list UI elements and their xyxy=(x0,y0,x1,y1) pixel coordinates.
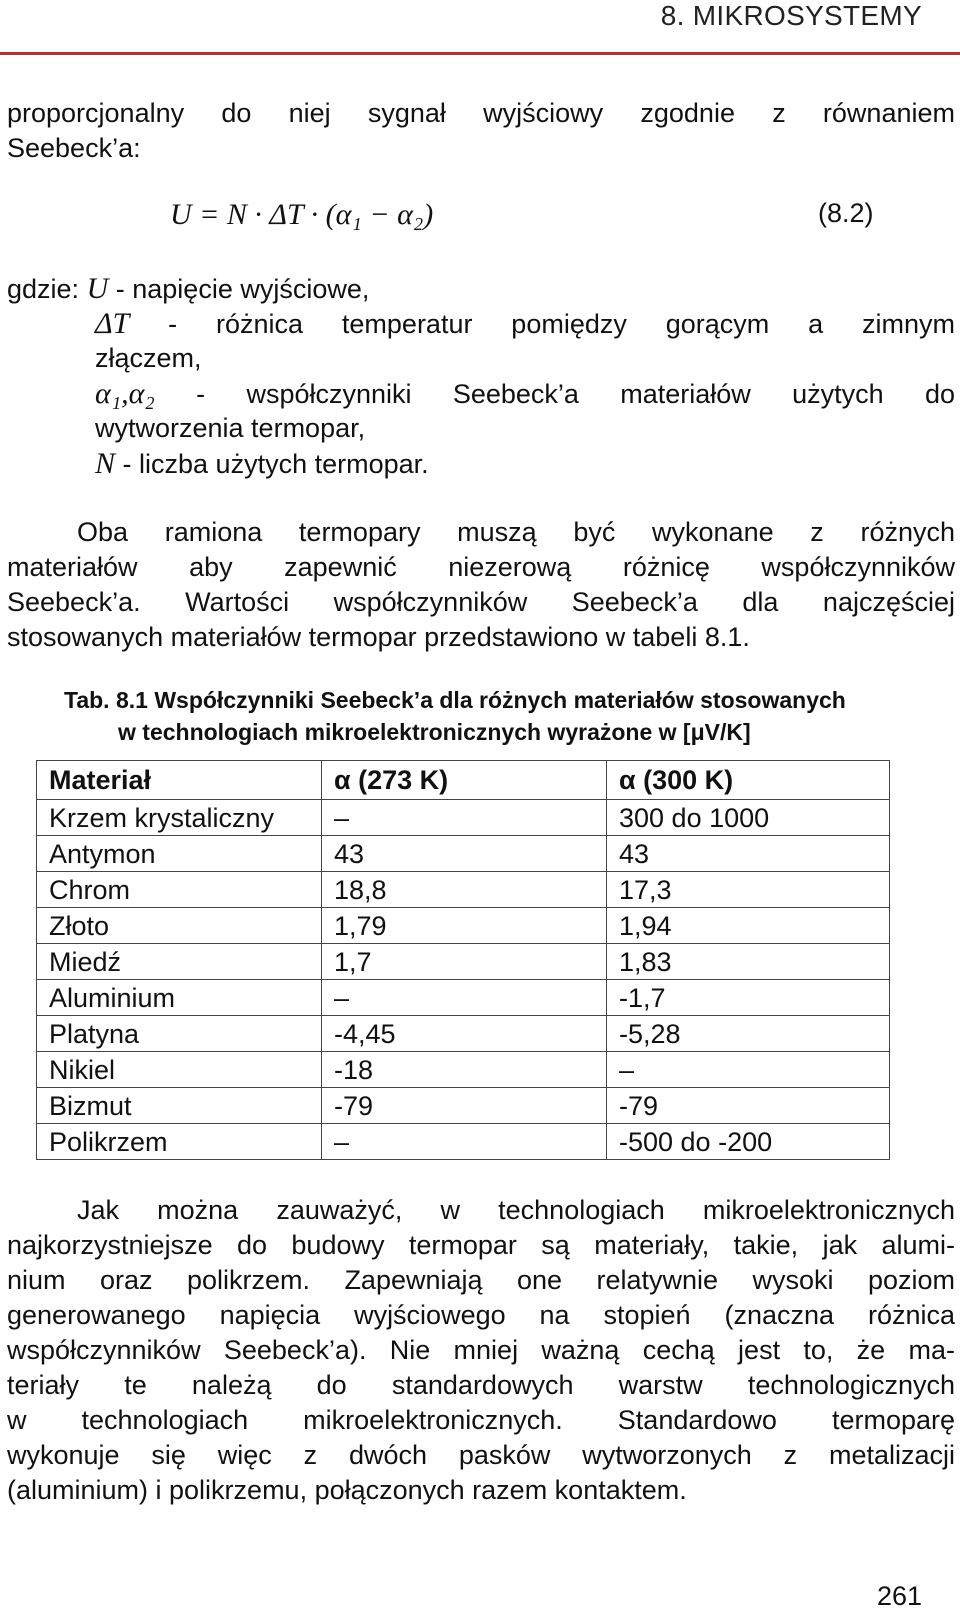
symbol-item-dt xyxy=(95,306,955,342)
table-cell: – xyxy=(607,1052,890,1088)
table-header-row xyxy=(37,761,890,800)
paragraph-line: materiałów aby zapewnić niezerową różnicę współczynników xyxy=(7,552,955,582)
table-cell: Chrom xyxy=(37,872,322,908)
table-cell: -4,45 xyxy=(322,1016,607,1052)
symbol-alpha: α₁,α₂ xyxy=(95,377,155,410)
paragraph-line: nium oraz polikrzem. Zapewniają one relatywnie wysoki poziom xyxy=(7,1265,955,1295)
paragraph-line: (aluminium) i polikrzemu, połączonych razem kontaktem. xyxy=(7,1475,687,1505)
table-cell: -500 do -200 xyxy=(607,1124,890,1160)
table-cell: -1,7 xyxy=(607,980,890,1016)
table-cell: Aluminium xyxy=(37,980,322,1016)
table-row xyxy=(37,980,890,1016)
paragraph-line: stosowanych materiałów termopar przedstawiono w tabeli 8.1. xyxy=(7,622,750,652)
table-row xyxy=(37,836,890,872)
symbol-item-alpha xyxy=(95,376,955,412)
table-cell: 43 xyxy=(607,836,890,872)
table-cell: 300 do 1000 xyxy=(607,800,890,836)
table-cell: 18,8 xyxy=(322,872,607,908)
table-cell: Nikiel xyxy=(37,1052,322,1088)
column-header: α (273 K) xyxy=(322,761,607,800)
table-cell: 1,79 xyxy=(322,908,607,944)
paragraph-line: wykonuje się więc z dwóch pasków wytworzonych z metalizacji xyxy=(7,1440,955,1470)
symbol-item-n xyxy=(95,446,429,482)
table-cell: – xyxy=(322,800,607,836)
table-row xyxy=(37,1088,890,1124)
paragraph-line: Oba ramiona termopary muszą być wykonane z różnych xyxy=(77,517,955,547)
table-cell: -18 xyxy=(322,1052,607,1088)
symbol-u: U xyxy=(86,272,109,305)
symbol-desc-cont: wytworzenia termopar, xyxy=(95,413,366,443)
table-cell: 43 xyxy=(322,836,607,872)
paragraph-line: współczynników Seebeck’a). Nie mniej ważną cechą jest to, że ma- xyxy=(7,1335,955,1365)
symbol-desc: - napięcie wyjściowe, xyxy=(115,274,370,304)
table-cell: Miedź xyxy=(37,944,322,980)
chapter-header: 8. MIKROSYSTEMY xyxy=(660,0,922,31)
table-cell: -5,28 xyxy=(607,1016,890,1052)
symbol-desc: - różnica temperatur pomiędzy gorącym a zimnym xyxy=(168,309,955,339)
paragraph-line: Seebeck’a. Wartości współczynników Seebeck’a dla najczęściej xyxy=(7,587,955,617)
caption-line: Tab. 8.1 Współczynniki Seebeck’a dla różnych materiałów stosowanych xyxy=(64,687,846,713)
seebeck-equation: U = N · ΔT · (α₁ − α₂) xyxy=(170,198,434,231)
table-cell: 1,7 xyxy=(322,944,607,980)
symbol-item-u xyxy=(7,271,369,307)
table-cell: Polikrzem xyxy=(37,1124,322,1160)
equation-number: (8.2) xyxy=(818,198,874,228)
table-row xyxy=(37,872,890,908)
table-cell: Platyna xyxy=(37,1016,322,1052)
table-cell: 17,3 xyxy=(607,872,890,908)
column-header: Materiał xyxy=(37,761,322,800)
table-cell: -79 xyxy=(322,1088,607,1124)
paragraph-line: w technologiach mikroelektronicznych. Standardowo termoparę xyxy=(7,1405,955,1435)
paragraph-line: najkorzystniejsze do budowy termopar są materiały, takie, jak alumi- xyxy=(7,1230,955,1260)
symbol-dt: ΔT xyxy=(95,307,130,340)
table-row xyxy=(37,800,890,836)
table-cell: 1,94 xyxy=(607,908,890,944)
table-row xyxy=(37,908,890,944)
symbol-n: N xyxy=(95,447,116,480)
table-row xyxy=(37,1016,890,1052)
table-cell: 1,83 xyxy=(607,944,890,980)
table-cell: Bizmut xyxy=(37,1088,322,1124)
intro-line: proporcjonalny do niej sygnał wyjściowy zgodnie z równaniem xyxy=(7,98,955,128)
table-cell: Antymon xyxy=(37,836,322,872)
table-cell: – xyxy=(322,1124,607,1160)
symbol-desc: - liczba użytych termopar. xyxy=(122,449,429,479)
paragraph-line: generowanego napięcia wyjściowego na stopień (znaczna różnica xyxy=(7,1300,955,1330)
symbol-desc-cont: złączem, xyxy=(95,343,202,373)
table-cell: -79 xyxy=(607,1088,890,1124)
paragraph-line: Jak można zauważyć, w technologiach mikroelektronicznych xyxy=(77,1195,955,1225)
table-cell: – xyxy=(322,980,607,1016)
paragraph-line: teriały te należą do standardowych warstw technologicznych xyxy=(7,1370,955,1400)
table-cell: Krzem krystaliczny xyxy=(37,800,322,836)
symbol-lead: gdzie: xyxy=(7,274,80,304)
column-header: α (300 K) xyxy=(607,761,890,800)
intro-line: Seebeck’a: xyxy=(7,133,141,163)
table-cell: Złoto xyxy=(37,908,322,944)
table-row xyxy=(37,944,890,980)
seebeck-table xyxy=(36,760,890,1160)
header-rule xyxy=(0,52,960,55)
page-number: 261 xyxy=(876,1581,922,1611)
table-row xyxy=(37,1052,890,1088)
caption-line: w technologiach mikroelektronicznych wyrażone w [μV/K] xyxy=(118,719,751,745)
table-row xyxy=(37,1124,890,1160)
symbol-desc: - współczynniki Seebeck’a materiałów użytych do xyxy=(196,379,955,409)
